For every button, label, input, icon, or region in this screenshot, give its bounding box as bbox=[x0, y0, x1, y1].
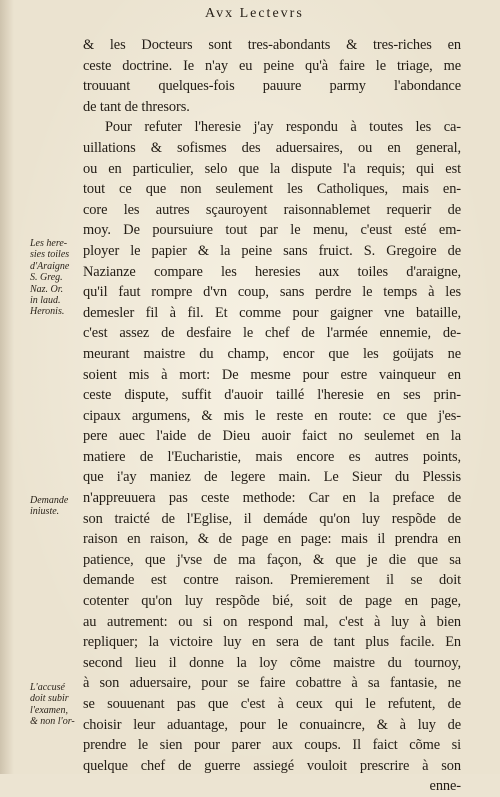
text-line: c'est assez de desfaire le chef de l'armée ennemie, de- bbox=[83, 325, 461, 342]
text-line: demande est contre raison. Premierement il se doit bbox=[83, 572, 461, 589]
text-line: repliquer; la victoire luy en sera de tant plus facile. En bbox=[83, 634, 461, 651]
text-line: tout ce que non seulement les Catholiques, mais en- bbox=[83, 181, 461, 198]
text-line: Nazianze compare les heresies aux toiles d'araigne, bbox=[83, 263, 461, 280]
text-line: se souuenant pas que c'est à ceux qui le refutent, de bbox=[83, 696, 461, 712]
margin-note-line: & non l'or- bbox=[30, 716, 75, 728]
text-line: soient mis à mort: De mesme pour estre vainqueur en bbox=[83, 366, 461, 383]
text-line: Pour refuter l'heresie j'ay respondu à toutes les ca- bbox=[105, 119, 461, 136]
text-line: n'appreuuera pas ceste methode: Car en la preface de bbox=[83, 490, 461, 507]
text-line: raison en raison, & de page en page: mais il prendra en bbox=[83, 531, 461, 548]
text-line: ployer le papier & la peine sans fruict. S. Gregoire de bbox=[83, 242, 461, 259]
text-line: choisir leur aduantage, pour le conuaincre, & à luy de bbox=[83, 716, 461, 733]
text-line: quelque chef de guerre assiegé vouloit prescrire à son bbox=[83, 757, 461, 774]
margin-note-line: l'examen, bbox=[30, 704, 68, 716]
running-header: Avx Lectevrs bbox=[205, 6, 304, 21]
text-line: cotenter qu'on luy respõde bié, soit de page en page, bbox=[83, 593, 461, 610]
margin-note-unjust-demand bbox=[30, 495, 86, 518]
text-line: cipaux argumens, & mis le reste en route: ce que j'es- bbox=[83, 407, 461, 424]
text-line: qu'il faut rompre d'vn coup, sans perdre le temps à les bbox=[83, 284, 461, 301]
text-line: au autrement: ou si on respond mal, c'est à luy à bien bbox=[83, 613, 461, 630]
text-line: que i'ay maniez de legere main. Le Sieur du Plessis bbox=[83, 469, 461, 486]
margin-note-accused bbox=[30, 682, 86, 728]
text-line: meurant maistre du champ, encor que les goüjats ne bbox=[83, 345, 461, 362]
text-line: second lieu il donne la loy cõme maistre du tournoy, bbox=[83, 654, 461, 671]
margin-note-line: doit subir bbox=[30, 693, 69, 705]
text-line: patience, que j'vse de ma façon, & que je die que sa bbox=[83, 551, 461, 568]
text-line: trouuant quelques-fois pauure parmy l'abondance bbox=[83, 78, 461, 95]
margin-note-line: Heronis. bbox=[30, 306, 65, 318]
margin-note-line: in laud. bbox=[30, 295, 61, 307]
text-line: moy. De poursuiure tout par le menu, c'eust esté em- bbox=[83, 222, 461, 239]
text-line: uillations & sofismes des aduersaires, ou en general, bbox=[83, 139, 461, 156]
margin-note-line: Les here- bbox=[30, 238, 68, 249]
catchword: enne- bbox=[429, 778, 461, 795]
text-line: matiere de l'Eucharistie, mais encore es autres points, bbox=[83, 448, 461, 465]
margin-note-line: Demande bbox=[30, 495, 69, 506]
margin-note-line: sies toiles bbox=[30, 249, 70, 261]
text-line: & les Docteurs sont tres-abondants & tres-riches en bbox=[83, 37, 461, 53]
margin-note-line: iniuste. bbox=[30, 506, 60, 518]
text-line: demesler fil à fil. Et comme pour gaigner vne bataille, bbox=[83, 304, 461, 321]
margin-note-line: d'Araigne bbox=[30, 260, 70, 272]
margin-note-line: L'accusé bbox=[30, 682, 65, 693]
margin-note-heresies bbox=[30, 238, 86, 318]
text-line: core les autres sçauroyent raisonnablemet requerir de bbox=[83, 201, 461, 218]
text-line: ceste dispute, suffit d'auoir taillé l'heresie en ses prin- bbox=[83, 387, 461, 404]
text-line: son traicté de l'Eglise, il demáde qu'on luy respõde de bbox=[83, 510, 461, 527]
margin-note-line: S. Greg. bbox=[30, 272, 63, 284]
text-line: de tant de thresors. bbox=[83, 98, 190, 115]
text-line: ou en particulier, selo que la dispute l'a requis; qui est bbox=[83, 160, 461, 177]
page-edge-shadow bbox=[0, 0, 14, 774]
margin-note-line: Naz. Or. bbox=[30, 283, 64, 295]
main-text-block bbox=[83, 35, 461, 797]
text-line: ceste doctrine. Ie n'ay eu peine qu'à faire le triage, me bbox=[83, 57, 461, 74]
text-line: prendre le sien pour parer aux coups. Il faict cõme si bbox=[83, 737, 461, 754]
text-line: pere auec l'aide de Dieu auoir faict no seulemet en la bbox=[83, 428, 461, 445]
text-line: à son aduersaire, pour se faire cobattre à sa fantasie, ne bbox=[83, 675, 461, 692]
